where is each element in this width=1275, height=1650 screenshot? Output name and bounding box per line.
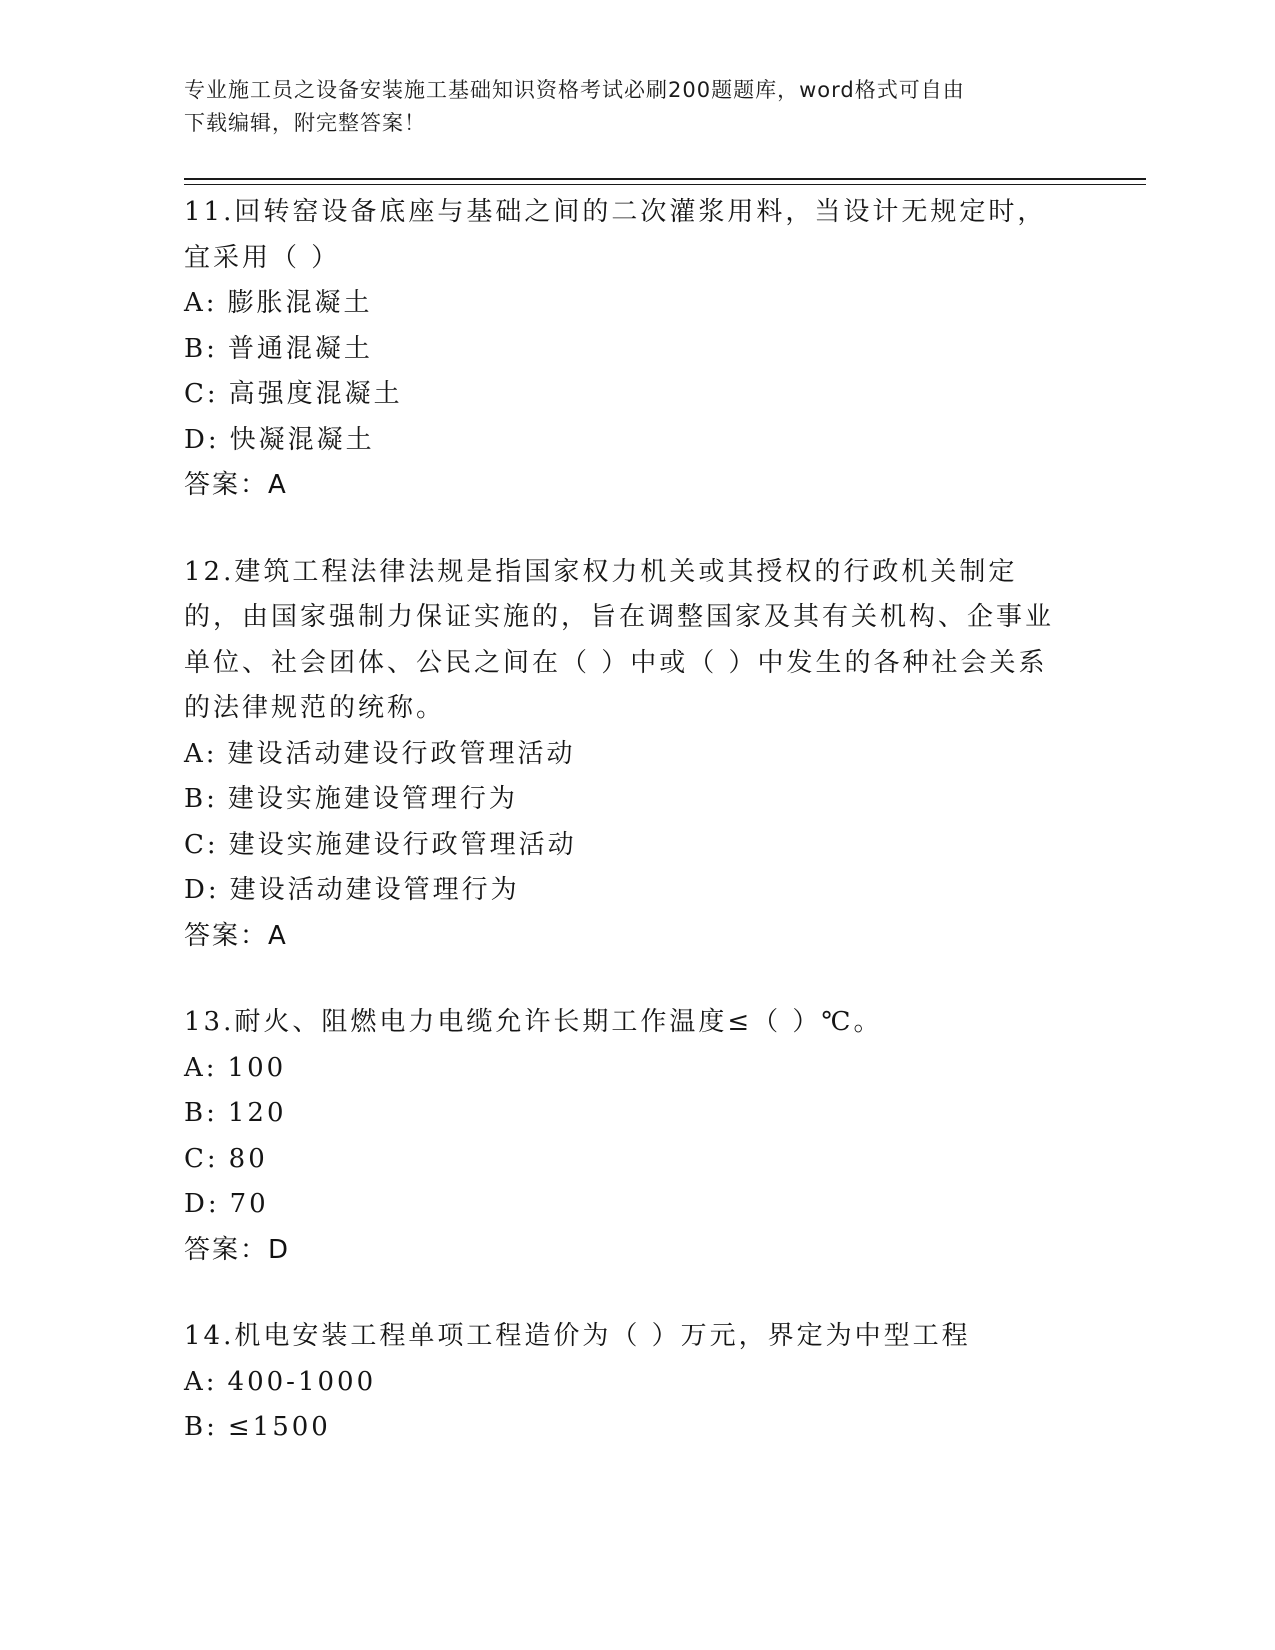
option-a <box>184 1360 1064 1406</box>
option-text: 80 <box>228 1143 268 1174</box>
option-d <box>184 418 1064 464</box>
question-stem: 12.建筑工程法律法规是指国家权力机关或其授权的行政机关制定的，由国家强制力保证实施的，旨在调整国家及其有关机构、企事业单位、社会团体、公民之间在（ ）中或（ ）中发生的各种社会关系的法律规范的统称。 <box>184 556 1055 723</box>
header-divider-thin <box>184 184 1146 185</box>
header-line-2: 下载编辑，附完整答案！ <box>184 111 426 135</box>
option-key: B: <box>184 784 218 814</box>
option-text: 普通混凝土 <box>227 333 373 364</box>
option-a <box>184 1046 1064 1092</box>
option-text: 建设实施建设管理行为 <box>227 784 518 814</box>
header-line-1: 专业施工员之设备安装施工基础知识资格考试必刷200题题库，word格式可自由 <box>184 78 965 102</box>
option-key: C: <box>184 1143 219 1174</box>
option-key: B: <box>184 1098 218 1128</box>
option-b <box>184 1405 1064 1451</box>
answer-line: 答案：A <box>184 920 288 951</box>
option-d <box>184 1182 1064 1228</box>
header-divider-thick <box>184 178 1146 180</box>
option-a <box>184 281 1064 327</box>
option-key: A: <box>184 1052 218 1083</box>
option-text: 高强度混凝土 <box>228 379 403 409</box>
option-key: A: <box>184 738 218 769</box>
question-stem: 13.耐火、阻燃电力电缆允许长期工作温度≤（ ）℃。 <box>184 1007 883 1037</box>
option-b <box>184 327 1064 373</box>
question-item <box>184 190 1064 509</box>
option-text: ≤1500 <box>227 1412 331 1442</box>
question-stem: 11.回转窑设备底座与基础之间的二次灌浆用料，当设计无规定时，宜采用（ ） <box>184 197 1047 273</box>
question-list <box>184 190 1064 1492</box>
option-text: 70 <box>229 1189 269 1219</box>
question-item <box>184 1000 1064 1273</box>
option-key: B: <box>184 1412 218 1442</box>
option-text: 100 <box>227 1052 287 1083</box>
option-key: C: <box>184 829 219 860</box>
question-item <box>184 1314 1064 1451</box>
answer-line: 答案：D <box>184 1234 291 1265</box>
option-key: D: <box>184 875 220 905</box>
option-key: D: <box>184 1189 220 1219</box>
option-text: 120 <box>227 1098 287 1128</box>
option-b <box>184 1091 1064 1137</box>
option-c <box>184 823 1064 869</box>
option-key: D: <box>184 424 220 455</box>
option-text: 建设活动建设行政管理活动 <box>227 738 576 769</box>
option-text: 建设实施建设行政管理活动 <box>228 829 577 860</box>
option-c <box>184 1137 1064 1183</box>
option-key: C: <box>184 379 219 409</box>
answer-line: 答案：A <box>184 470 288 500</box>
question-stem: 14.机电安装工程单项工程造价为（ ）万元，界定为中型工程 <box>184 1321 971 1351</box>
option-c <box>184 372 1064 418</box>
option-text: 400-1000 <box>227 1366 377 1397</box>
document-header <box>184 74 1084 140</box>
option-d <box>184 868 1064 914</box>
option-text: 膨胀混凝土 <box>227 288 373 318</box>
option-text: 建设活动建设管理行为 <box>229 875 520 905</box>
option-b <box>184 777 1064 823</box>
option-key: B: <box>184 333 218 364</box>
option-a <box>184 732 1064 778</box>
question-item <box>184 550 1064 960</box>
option-key: A: <box>184 1366 218 1397</box>
option-text: 快凝混凝土 <box>229 424 375 455</box>
option-key: A: <box>184 288 218 318</box>
